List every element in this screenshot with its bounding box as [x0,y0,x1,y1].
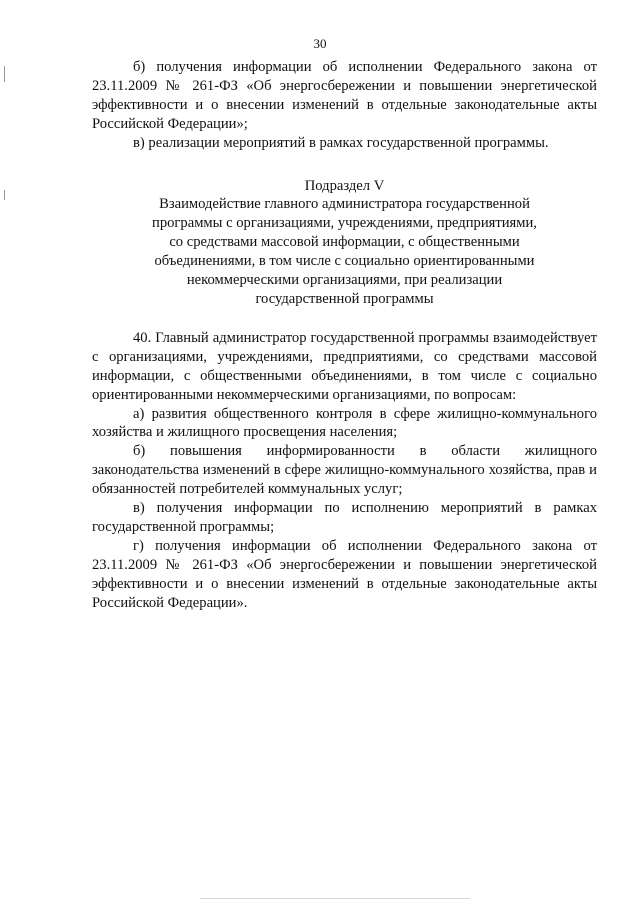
clause-v-intro: в) реализации мероприятий в рамках государственной программы. [133,134,549,151]
subsection-label: Подраздел V [304,177,385,194]
section-40-lead: 40. Главный администратор государственной программы взаимодействует с организациями, учреждениями, предприятиями, со средствами массовой информации, с общественными объединениями, в том числе с социально ориентированными некоммерческими организациями, по вопросам: [92,329,597,403]
scan-bottom-edge [200,898,470,899]
subsection-title-line: программы с организациями, учреждениями, предприятиями, [152,215,537,232]
subsection-title-line: некоммерческими организациями, при реализации [186,272,503,289]
subsection-title-line: объединениями, в том числе с социально ориентированными [154,253,535,270]
section-40-item-v: в) получения информации по исполнению мероприятий в рамках государственной программы; [92,500,597,535]
section-40-item-g: г) получения информации об исполнении Федерального закона от 23.11.2009 № 261-ФЗ «Об энергосбережении и повышении энергетической эффективности и о внесении изменений в отдельные законодательные акты Российской Федерации». [92,537,597,611]
subsection-title-line: Взаимодействие главного администратора государственной [159,196,530,213]
clause-b-intro: б) получения информации об исполнении Федерального закона от 23.11.2009 № 261-ФЗ «Об энергосбережении и повышении энергетической эффективности и о внесении изменений в отдельные законодательные акты Российской Федерации»; [92,59,597,132]
subsection-title-line: государственной программы [255,290,434,307]
subsection-title-line: со средствами массовой информации, с общественными [169,234,520,251]
subsection-title [92,195,597,308]
page-number: 30 [313,36,327,51]
section-40-item-b: б) повышения информированности в области жилищного законодательства изменений в сфере жилищно-коммунального хозяйства, прав и обязанностей потребителей коммунальных услуг; [92,443,597,498]
scan-edge-mark [4,66,5,82]
document-body [92,58,597,612]
section-40-item-a: а) развития общественного контроля в сфере жилищно-коммунального хозяйства и жилищного просвещения населения; [92,405,597,441]
scan-edge-mark [4,190,5,200]
